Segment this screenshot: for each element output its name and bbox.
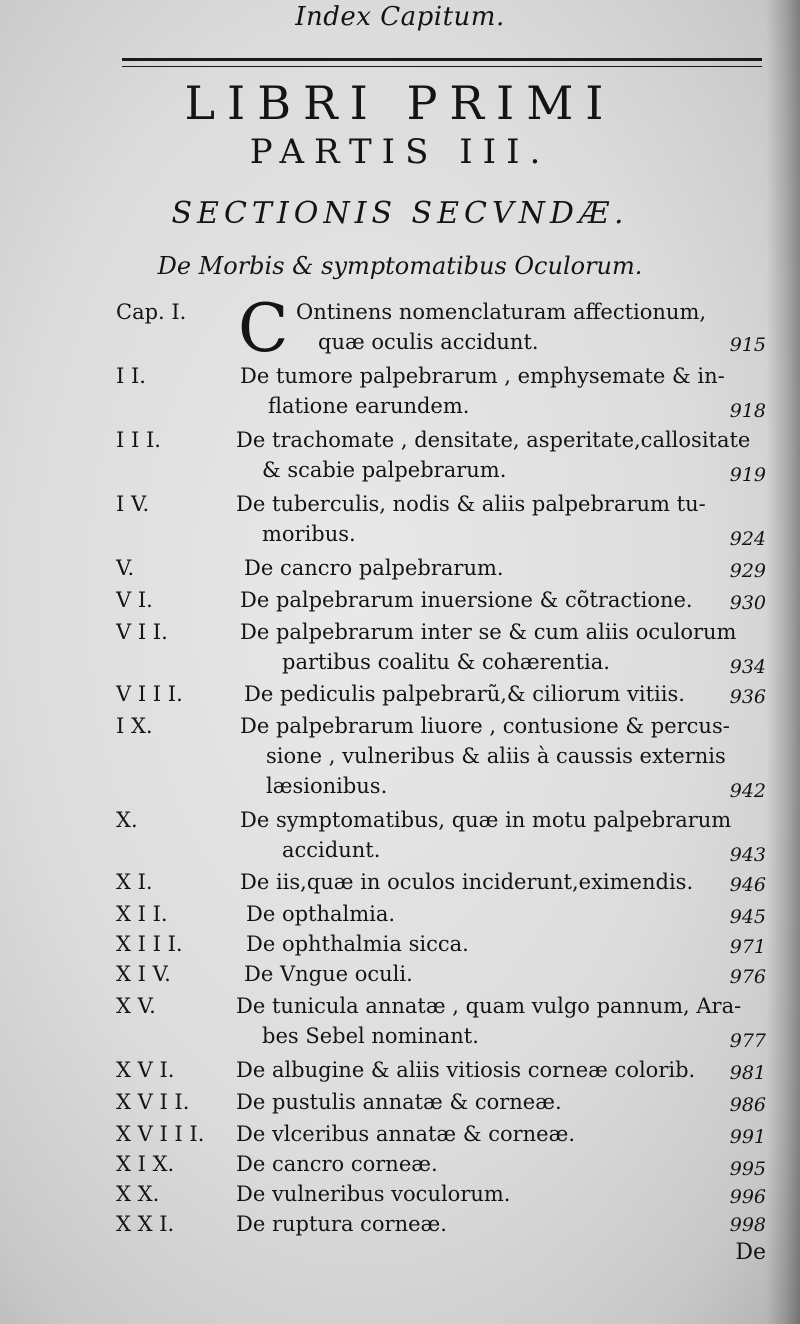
chapter-number: X. [116, 808, 138, 832]
title-partis: PARTIS III. [249, 132, 551, 172]
chapter-number: Cap. I. [116, 300, 187, 324]
chapter-title-line: & scabie palpebrarum. [262, 458, 507, 482]
chapter-title-line: Ontinens nomenclaturam affectionum, [296, 300, 707, 324]
chapter-number: X V I I. [116, 1090, 190, 1114]
chapter-number: X I I. [116, 902, 168, 926]
page-reference: 995 [729, 1158, 766, 1180]
chapter-number: I X. [116, 714, 153, 738]
chapter-title-line: De opthalmia. [246, 902, 396, 926]
chapter-title-line: De palpebrarum inuersione & cõtractione. [240, 588, 693, 612]
page-reference: 936 [729, 686, 766, 708]
page-reference: 915 [729, 334, 766, 356]
chapter-number: X V I. [116, 1058, 175, 1082]
chapter-title-line: De symptomatibus, quæ in motu palpebrarum [240, 808, 732, 832]
page-reference: 942 [729, 780, 766, 802]
chapter-title-line: bes Sebel nominant. [262, 1024, 479, 1048]
section-subtitle: De Morbis & symptomatibus Oculorum. [157, 252, 643, 280]
chapter-number: X V I I I. [116, 1122, 205, 1146]
page-reference: 919 [729, 464, 766, 486]
chapter-title-line: moribus. [262, 522, 356, 546]
chapter-number: I V. [116, 492, 150, 516]
chapter-title-line: De cancro palpebrarum. [244, 556, 504, 580]
page-reference: 991 [729, 1126, 766, 1148]
chapter-number: X X I. [116, 1212, 175, 1236]
header-rule [122, 58, 762, 61]
chapter-title-line: De vlceribus annatæ & corneæ. [236, 1122, 576, 1146]
page-reference: 934 [729, 656, 766, 678]
chapter-number: X V. [116, 994, 156, 1018]
chapter-number: X I I I. [116, 932, 183, 956]
chapter-title-line: De pediculis palpebrarũ,& ciliorum vitiis. [244, 682, 685, 706]
page-reference: 976 [729, 966, 766, 988]
chapter-number: V I I I. [116, 682, 183, 706]
page-reference: 998 [729, 1214, 766, 1236]
chapter-number: X I. [116, 870, 153, 894]
chapter-title-line: De ophthalmia sicca. [246, 932, 469, 956]
chapter-number: X I V. [116, 962, 171, 986]
drop-capital: C [238, 290, 289, 367]
page-reference: 977 [729, 1030, 766, 1052]
page-reference: 929 [729, 560, 766, 582]
chapter-title-line: De trachomate , densitate, asperitate,callositate [236, 428, 751, 452]
page-reference: 943 [729, 844, 766, 866]
chapter-title-line: De palpebrarum liuore , contusione & percus- [240, 714, 730, 738]
header-rule-thin [122, 66, 762, 67]
chapter-title-line: De pustulis annatæ & corneæ. [236, 1090, 562, 1114]
chapter-title-line: accidunt. [282, 838, 381, 862]
page-reference: 996 [729, 1186, 766, 1208]
chapter-number: X X. [116, 1182, 160, 1206]
chapter-title-line: De palpebrarum inter se & cum aliis oculorum [240, 620, 737, 644]
chapter-title-line: De albugine & aliis vitiosis corneæ colorib. [236, 1058, 696, 1082]
page-reference: 986 [729, 1094, 766, 1116]
chapter-title-line: flatione earundem. [268, 394, 470, 418]
chapter-title-line: De tumore palpebrarum , emphysemate & in- [240, 364, 725, 388]
chapter-title-line: læsionibus. [266, 774, 388, 798]
running-head: Index Capitum. [295, 2, 505, 32]
chapter-title-line: De tuberculis, nodis & aliis palpebrarum tu- [236, 492, 706, 516]
chapter-title-line: De ruptura corneæ. [236, 1212, 447, 1236]
page-reference: 946 [729, 874, 766, 896]
catchword: De [735, 1240, 766, 1265]
chapter-title-line: De tunicula annatæ , quam vulgo pannum, Ara- [236, 994, 742, 1018]
page-reference: 930 [729, 592, 766, 614]
chapter-title-line: sione , vulneribus & aliis à caussis externis [266, 744, 726, 768]
chapter-number: V I. [116, 588, 153, 612]
page-reference: 971 [729, 936, 766, 958]
page-reference: 924 [729, 528, 766, 550]
chapter-title-line: De vulneribus voculorum. [236, 1182, 511, 1206]
chapter-title-line: quæ oculis accidunt. [318, 330, 539, 354]
page-edge-shadow [766, 0, 800, 1324]
page-reference: 981 [729, 1062, 766, 1084]
chapter-number: I I I. [116, 428, 161, 452]
page-reference: 918 [729, 400, 766, 422]
chapter-title-line: De cancro corneæ. [236, 1152, 438, 1176]
title-sectionis: SECTIONIS SECVNDÆ. [171, 196, 629, 231]
chapter-number: I I. [116, 364, 146, 388]
chapter-title-line: De Vngue oculi. [244, 962, 413, 986]
chapter-number: X I X. [116, 1152, 175, 1176]
chapter-title-line: De iis,quæ in oculos inciderunt,eximendis. [240, 870, 694, 894]
chapter-number: V I I. [116, 620, 168, 644]
page-reference: 945 [729, 906, 766, 928]
title-libri-primi: LIBRI PRIMI [184, 76, 616, 130]
chapter-number: V. [116, 556, 135, 580]
chapter-title-line: partibus coalitu & cohærentia. [282, 650, 610, 674]
